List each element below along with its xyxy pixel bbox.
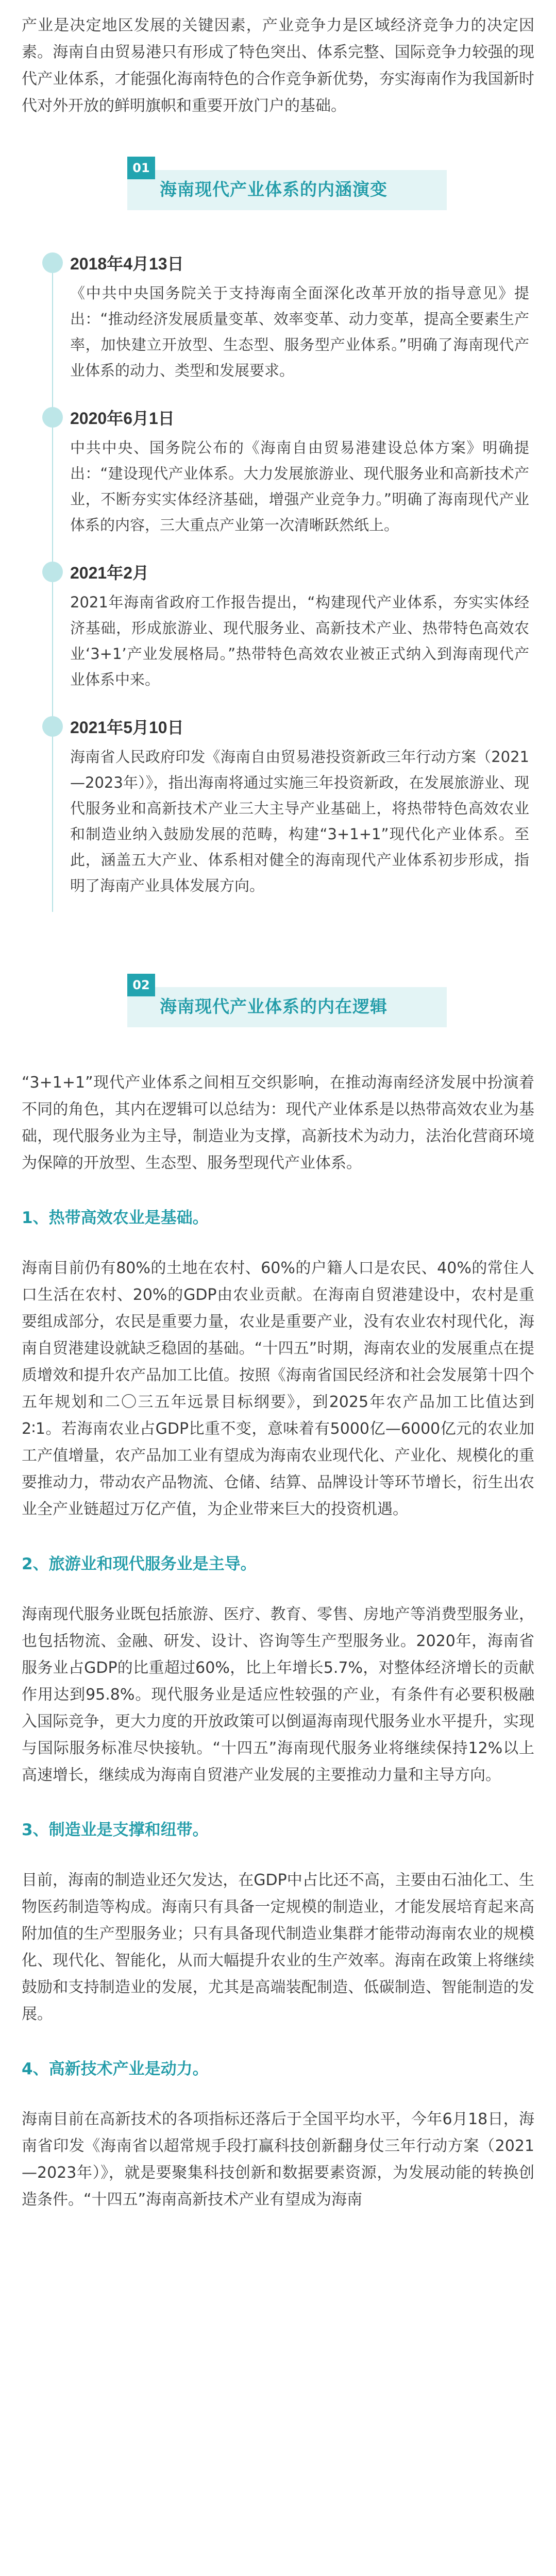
timeline-item — [0, 407, 556, 538]
timeline-date: 2018年4月13日 — [70, 255, 184, 273]
point-paragraph: 海南现代服务业既包括旅游、医疗、教育、零售、房地产等消费型服务业，也包括物流、金融、研发、设计、咨询等生产型服务业。2020年，海南省服务业占GDP的比重超过60%，比上年增长5.7%，对整体经济增长的贡献作用达到95.8%。现代服务业是适应性较强的产业，有条件有必要积极融入国际竞争，更大力度的开放政策可以倒逼海南现代服务业水平提升，实现与国际服务标准尽快接轨。“十四五”海南现代服务业将继续保持12%以上高速增长，继续成为海南自贸港产业发展的主要推动力量和主导方向。 — [22, 1605, 534, 1784]
timeline-item — [0, 716, 556, 899]
policy-timeline — [0, 252, 556, 933]
point-heading: 4、高新技术产业是动力。 — [22, 2060, 209, 2078]
point-heading: 2、旅游业和现代服务业是主导。 — [22, 1555, 257, 1573]
section-title: 海南现代产业体系的内在逻辑 — [160, 996, 387, 1016]
timeline-text: 2021年海南省政府工作报告提出，“构建现代产业体系，夯实实体经济基础，形成旅游业、现代服务业、高新技术产业、热带特色高效农业‘3+1’产业发展格局。”热带特色高效农业被正式纳入到海南现代产业体系中来。 — [70, 594, 529, 688]
point-heading: 1、热带高效农业是基础。 — [22, 1209, 209, 1227]
timeline-dot-icon — [42, 716, 63, 737]
timeline-dot-icon — [42, 252, 63, 273]
point-paragraph: 目前，海南的制造业还欠发达，在GDP中占比还不高，主要由石油化工、生物医药制造等构成。海南只有具备一定规模的制造业，才能发展培育起来高附加值的生产型服务业；只有具备现代制造业集群才能带动海南农业的规模化、现代化、智能化，从而大幅提升农业的生产效率。海南在政策上将继续鼓励和支持制造业的发展，尤其是高端装配制造、低碳制造、智能制造的发展。 — [22, 1871, 534, 2023]
timeline-date: 2021年2月 — [70, 564, 149, 582]
logic-intro-paragraph: “3+1+1”现代产业体系之间相互交织影响，在推动海南经济发展中扮演着不同的角色，其内在逻辑可以总结为：现代产业体系是以热带高效农业为基础，现代服务业为主导，制造业为支撑，高新技术为动力，法治化营商环境为保障的开放型、生态型、服务型现代产业体系。 — [22, 1074, 534, 1172]
section-title: 海南现代产业体系的内涵演变 — [160, 179, 387, 199]
section-number: 01 — [127, 157, 155, 179]
intro-paragraph: 产业是决定地区发展的关键因素，产业竞争力是区域经济竞争力的决定因素。海南自由贸易港只有形成了特色突出、体系完整、国际竞争力较强的现代产业体系，才能强化海南特色的合作竞争新优势，夯实海南作为我国新时代对外开放的鲜明旗帜和重要开放门户的基础。 — [22, 16, 534, 115]
section-header-02 — [0, 969, 556, 1051]
timeline-text: 海南省人民政府印发《海南自由贸易港投资新政三年行动方案（2021—2023年）》，指出海南将通过实施三年投资新政，在发展旅游业、现代服务业和高新技术产业三大主导产业基础上，将热带特色高效农业和制造业纳入鼓励发展的范畴，构建“3+1+1”现代化产业体系。至此，涵盖五大产业、体系相对健全的海南现代产业体系初步形成，指明了海南产业具体发展方向。 — [70, 748, 529, 894]
section-header-01 — [0, 151, 556, 234]
point-paragraph: 海南目前在高新技术的各项指标还落后于全国平均水平，今年6月18日，海南省印发《海南省以超常规手段打赢科技创新翻身仗三年行动方案（2021—2023年）》，就是要聚集科技创新和数据要素资源，为发展动能的转换创造条件。“十四五”海南高新技术产业有望成为海南 — [22, 2110, 534, 2209]
timeline-dot-icon — [42, 407, 63, 428]
timeline-item — [0, 562, 556, 692]
timeline-item — [0, 252, 556, 383]
timeline-text: 中共中央、国务院公布的《海南自由贸易港建设总体方案》明确提出：“建设现代产业体系。大力发展旅游业、现代服务业和高新技术产业，不断夯实实体经济基础，增强产业竞争力。”明确了海南现代产业体系的内容，三大重点产业第一次清晰跃然纸上。 — [70, 439, 529, 534]
point-paragraph: 海南目前仍有80%的土地在农村、60%的户籍人口是农民、40%的常住人口生活在农村、20%的GDP由农业贡献。在海南自贸港建设中，农村是重要组成部分，农民是重要力量，农业是重要产业，没有农业农村现代化，海南自贸港建设就缺乏稳固的基础。“十四五”时期，海南农业的发展重点在提质增效和提升农产品加工比值。按照《海南省国民经济和社会发展第十四个五年规划和二〇三五年远景目标纲要》，到2025年农产品加工比值达到2∶1。若海南农业占GDP比重不变，意味着有5000亿—6000亿元的农业加工产值增量，农产品加工业有望成为海南农业现代化、产业化、规模化的重要推动力，带动农产品物流、仓储、结算、品牌设计等环节增长，衍生出农业全产业链超过万亿产值，为企业带来巨大的投资机遇。 — [22, 1259, 534, 1518]
point-heading: 3、制造业是支撑和纽带。 — [22, 1821, 209, 1839]
timeline-dot-icon — [42, 562, 63, 582]
section-number: 02 — [127, 974, 155, 996]
timeline-date: 2021年5月10日 — [70, 718, 184, 737]
timeline-date: 2020年6月1日 — [70, 409, 175, 428]
timeline-text: 《中共中央国务院关于支持海南全面深化改革开放的指导意见》提出：“推动经济发展质量变革、效率变革、动力变革，提高全要素生产率，加快建立开放型、生态型、服务型产业体系。”明确了海南现代产业体系的动力、类型和发展要求。 — [70, 284, 529, 379]
